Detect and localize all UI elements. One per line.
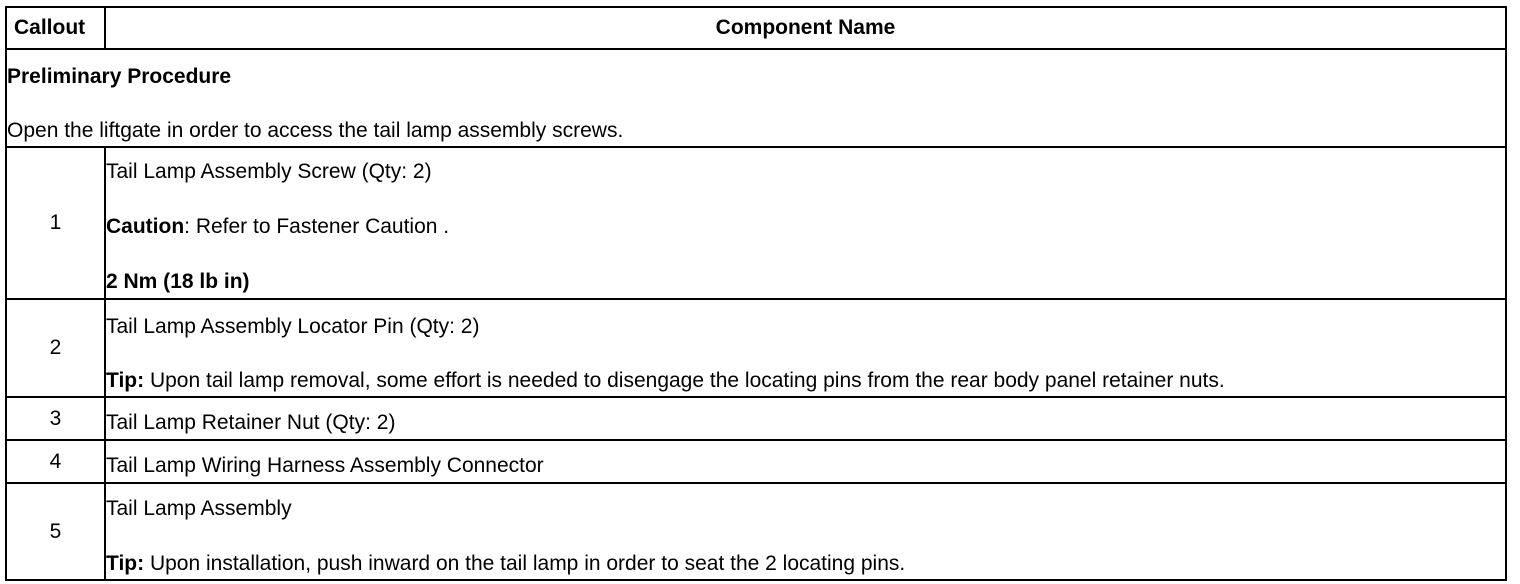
callout-number: 2 — [6, 299, 105, 397]
component-cell — [105, 397, 1506, 440]
procedure-table — [5, 6, 1507, 581]
preliminary-title: Preliminary Procedure — [7, 65, 232, 88]
preliminary-text: Open the liftgate in order to access the tail lamp assembly screws. — [7, 119, 624, 142]
table-row — [6, 440, 1506, 483]
tip-label: Tip: — [106, 369, 145, 392]
component-cell — [105, 147, 1506, 299]
table-row — [6, 147, 1506, 299]
callout-number: 3 — [6, 397, 105, 440]
callout-header: Callout — [6, 7, 105, 49]
tip-text: Upon tail lamp removal, some effort is needed to disengage the locating pins from the rear body panel retainer nuts. — [144, 369, 1225, 392]
tip-text: Upon installation, push inward on the tail lamp in order to seat the 2 locating pins. — [144, 551, 906, 575]
component-name: Tail Lamp Wiring Harness Assembly Connector — [106, 454, 544, 477]
caution-text: : Refer to Fastener Caution . — [184, 215, 450, 238]
callout-number: 1 — [6, 147, 105, 299]
component-cell — [105, 483, 1506, 580]
header-row — [6, 7, 1506, 49]
preliminary-row — [6, 49, 1506, 147]
component-name: Tail Lamp Assembly Locator Pin (Qty: 2) — [106, 315, 480, 338]
component-cell — [105, 299, 1506, 397]
caution-label: Caution — [106, 215, 185, 238]
torque-spec: 2 Nm (18 lb in) — [106, 270, 250, 293]
component-cell — [105, 440, 1506, 483]
tip-label: Tip: — [106, 551, 145, 575]
component-name: Tail Lamp Assembly — [106, 496, 292, 520]
tip-note — [106, 552, 1505, 576]
component-name: Tail Lamp Assembly Screw (Qty: 2) — [106, 160, 432, 183]
callout-number: 5 — [6, 483, 105, 580]
tip-note — [106, 369, 1505, 393]
table-row — [6, 483, 1506, 580]
caution-note — [106, 215, 1505, 239]
table-row — [6, 397, 1506, 440]
callout-number: 4 — [6, 440, 105, 483]
preliminary-cell — [6, 49, 1506, 147]
table-row — [6, 299, 1506, 397]
component-name-header: Component Name — [105, 7, 1506, 49]
component-name: Tail Lamp Retainer Nut (Qty: 2) — [106, 410, 396, 434]
